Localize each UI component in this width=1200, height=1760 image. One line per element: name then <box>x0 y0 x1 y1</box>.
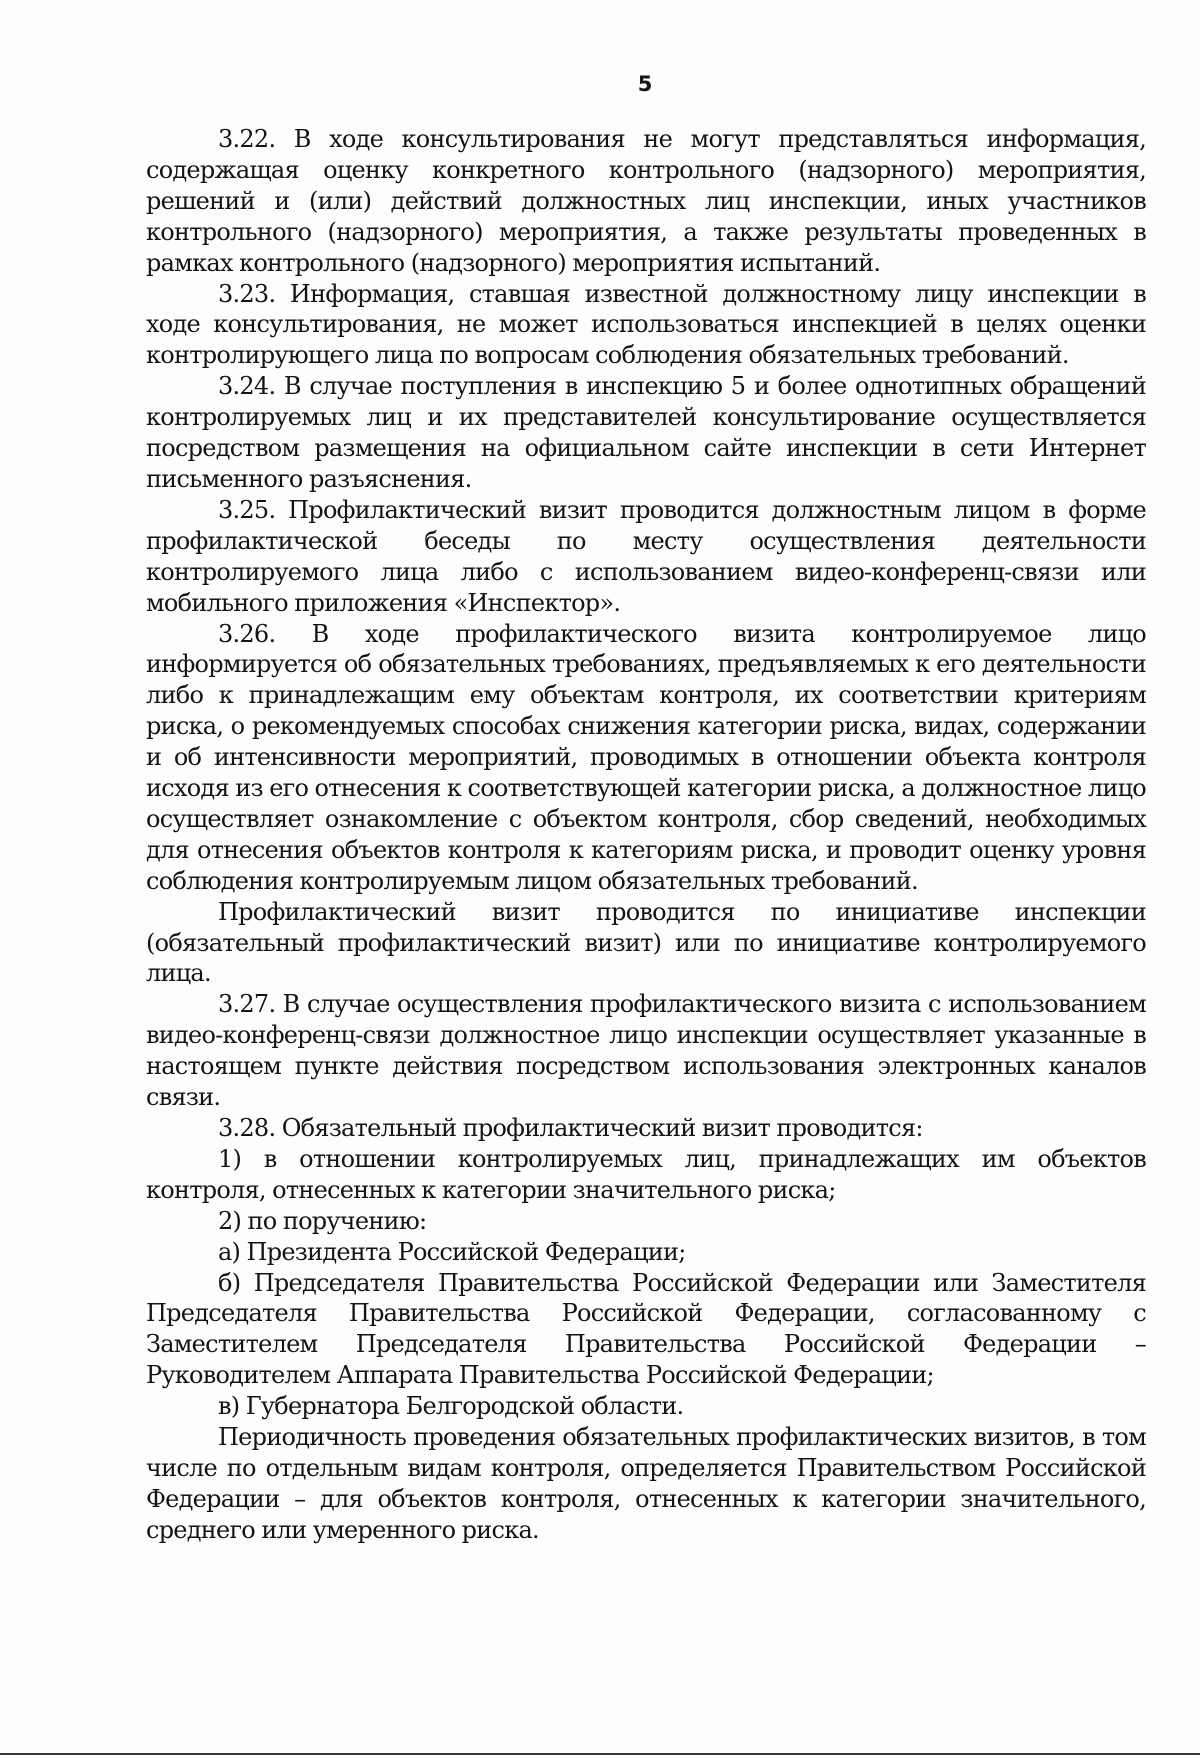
sub-item-a: а) Президента Российской Федерации; <box>218 1237 686 1266</box>
paragraph-3-22: 3.22. В ходе консультирования не могут представляться информация, содержащая оценку конкретного контрольного (надзорного) мероприятия, решений и (или) действий должностных лиц инспекции, иных участников контрольного (надзорного) мероприятия, а также результаты проведенных в рамках контрольного (надзорного) мероприятия испытаний. <box>146 125 1146 277</box>
document-body <box>146 124 1146 1546</box>
page-number: 5 <box>637 72 653 96</box>
paragraph-3-23: 3.23. Информация, ставшая известной должностному лицу инспекции в ходе консультирования, не может использоваться инспекцией в целях оценки контролирующего лица по вопросам соблюдения обязательных требований. <box>146 279 1146 370</box>
bottom-divider <box>0 1753 1200 1755</box>
list-item-1: 1) в отношении контролируемых лиц, принадлежащих им объектов контроля, отнесенных к категории значительного риска; <box>146 1144 1146 1204</box>
paragraph-3-26-continued: Профилактический визит проводится по инициативе инспекции (обязательный профилактический визит) или по инициативе контролируемого лица. <box>146 897 1146 988</box>
paragraph-periodicity: Периодичность проведения обязательных профилактических визитов, в том числе по отдельным видам контроля, определяется Правительством Российской Федерации – для объектов контроля, отнесенных к категории значительного, среднего или умеренного риска. <box>146 1423 1146 1544</box>
paragraph-3-27: 3.27. В случае осуществления профилактического визита с использованием видео-конференц-связи должностное лицо инспекции осуществляет указанные в настоящем пункте действия посредством использования электронных каналов связи. <box>146 990 1146 1112</box>
list-item-2: 2) по поручению: <box>218 1206 427 1235</box>
sub-item-v: в) Губернатора Белгородской области. <box>218 1392 684 1421</box>
sub-item-b: б) Председателя Правительства Российской Федерации или Заместителя Председателя Правительства Российской Федерации, согласованному с Заместителем Председателя Правительства Российской Федерации – Руководителем Аппарата Правительства Российской Федерации; <box>146 1268 1146 1390</box>
paragraph-3-25: 3.25. Профилактический визит проводится должностным лицом в форме профилактической беседы по месту осуществления деятельности контролируемого лица либо с использованием видео-конференц-связи или мобильного приложения «Инспектор». <box>146 495 1146 617</box>
paragraph-3-24: 3.24. В случае поступления в инспекцию 5 и более однотипных обращений контролируемых лиц и их представителей консультирование осуществляется посредством размещения на официальном сайте инспекции в сети Интернет письменного разъяснения. <box>146 372 1146 493</box>
paragraph-3-28: 3.28. Обязательный профилактический визит проводится: <box>218 1114 923 1142</box>
paragraph-3-26: 3.26. В ходе профилактического визита контролируемое лицо информируется об обязательных требованиях, предъявляемых к его деятельности либо к принадлежащим ему объектам контроля, их соответствии критериям риска, о рекомендуемых способах снижения категории риска, видах, содержании и об интенсивности мероприятий, проводимых в отношении объекта контроля исходя из его отнесения к соответствующей категории риска, а должностное лицо осуществляет ознакомление с объектом контроля, сбор сведений, необходимых для отнесения объектов контроля к категориям риска, и проводит оценку уровня соблюдения контролируемым лицом обязательных требований. <box>146 619 1146 895</box>
